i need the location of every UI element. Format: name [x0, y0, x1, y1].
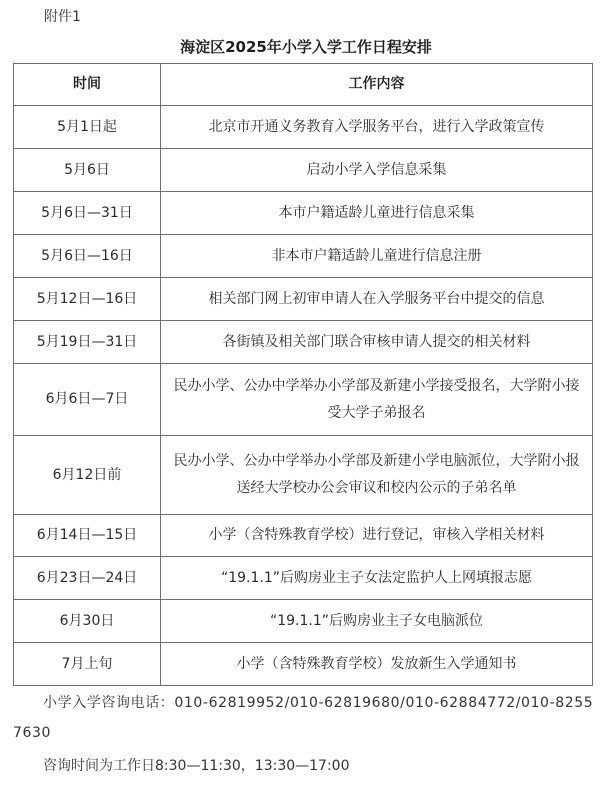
table-row [14, 643, 593, 686]
row-time: 6月23日—24日 [14, 557, 161, 600]
table-row [14, 436, 593, 515]
row-time: 5月6日—16日 [14, 235, 161, 278]
table-row [14, 235, 593, 278]
row-time: 6月30日 [14, 600, 161, 643]
row-content: 民办小学、公办中学举办小学部及新建小学电脑派位，大学附小报送经大学校办公会审议和校内公示的子弟名单 [161, 436, 593, 515]
row-time: 6月12日前 [14, 436, 161, 515]
row-time: 5月6日 [14, 149, 161, 192]
row-time: 5月19日—31日 [14, 321, 161, 364]
row-time: 5月1日起 [14, 106, 161, 149]
row-time: 6月6日—7日 [14, 364, 161, 436]
header-time: 时间 [14, 64, 161, 106]
row-content: 民办小学、公办中学举办小学部及新建小学接受报名，大学附小接受大学子弟报名 [161, 364, 593, 436]
table-row [14, 557, 593, 600]
row-time: 5月12日—16日 [14, 278, 161, 321]
table-row [14, 192, 593, 235]
row-content: 小学（含特殊教育学校）发放新生入学通知书 [161, 643, 593, 686]
row-content: 小学（含特殊教育学校）进行登记，审核入学相关材料 [161, 515, 593, 557]
row-content: 各街镇及相关部门联合审核申请人提交的相关材料 [161, 321, 593, 364]
row-content: 启动小学入学信息采集 [161, 149, 593, 192]
row-content: 非本市户籍适龄儿童进行信息注册 [161, 235, 593, 278]
table-row [14, 106, 593, 149]
table-header-row [14, 64, 593, 106]
consult-phone-text: 小学入学咨询电话：010-62819952/010-62819680/010-62884772/010-82557630 [13, 695, 594, 741]
table-row [14, 278, 593, 321]
table-row [14, 515, 593, 557]
attachment-label: 附件1 [44, 9, 81, 25]
row-content: 本市户籍适龄儿童进行信息采集 [161, 192, 593, 235]
row-content: “19.1.1”后购房业主子女电脑派位 [161, 600, 593, 643]
row-content: “19.1.1”后购房业主子女法定监护人上网填报志愿 [161, 557, 593, 600]
schedule-table [13, 63, 593, 686]
table-row [14, 149, 593, 192]
table-row [14, 321, 593, 364]
document-title: 海淀区2025年小学入学工作日程安排 [180, 38, 432, 56]
row-time: 5月6日—31日 [14, 192, 161, 235]
table-row [14, 600, 593, 643]
header-content: 工作内容 [161, 64, 593, 106]
row-time: 6月14日—15日 [14, 515, 161, 557]
table-row [14, 364, 593, 436]
row-content: 北京市开通义务教育入学服务平台，进行入学政策宣传 [161, 106, 593, 149]
row-time: 7月上旬 [14, 643, 161, 686]
row-content: 相关部门网上初审申请人在入学服务平台中提交的信息 [161, 278, 593, 321]
consult-hours-text: 咨询时间为工作日8:30—11:30，13:30—17:00 [43, 758, 350, 774]
